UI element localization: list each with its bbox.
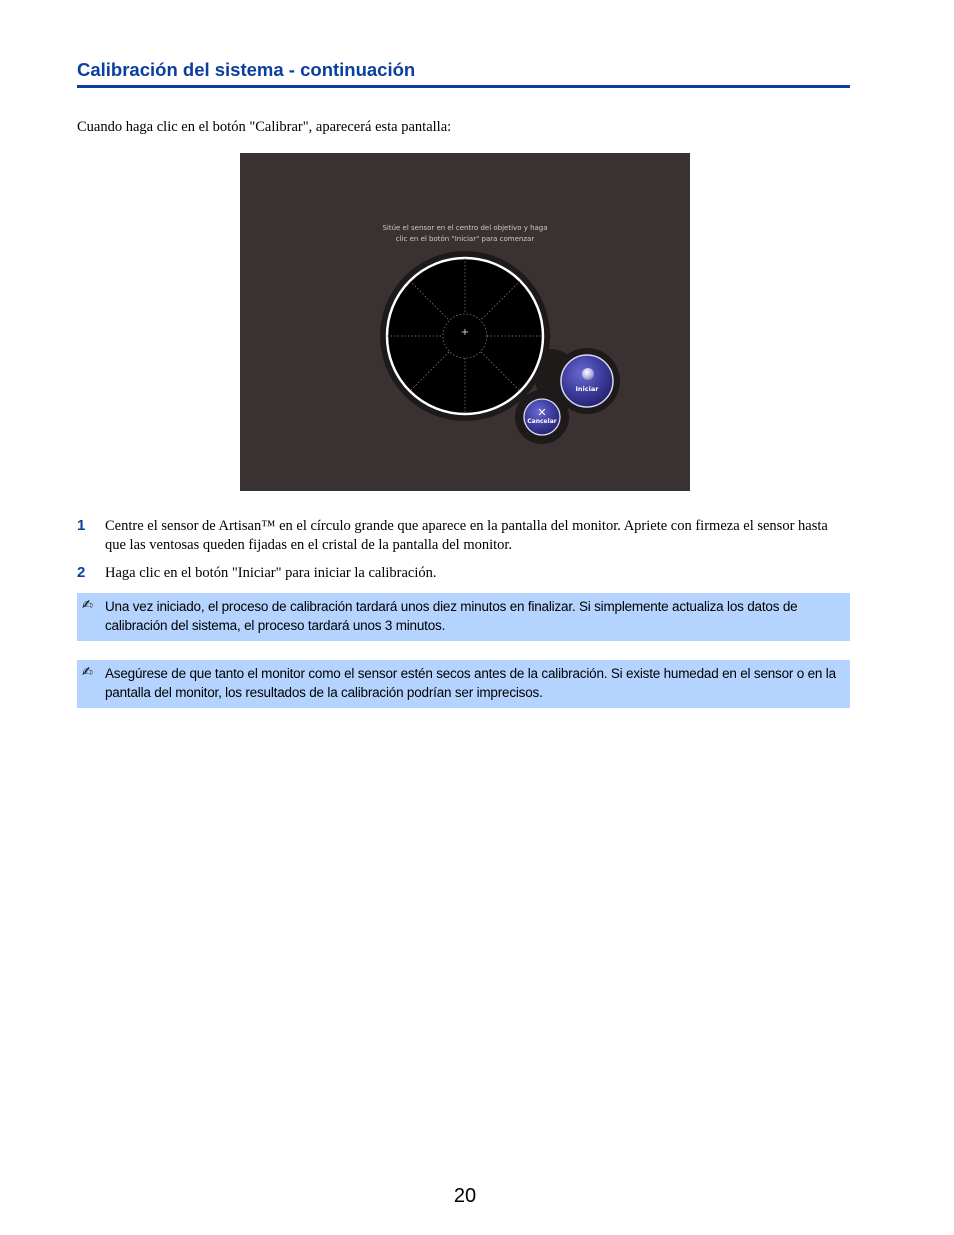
screen-instruction-line2: clic en el botón "Iniciar" para comenzar	[395, 235, 535, 243]
screen-instruction-line1: Sitúe el sensor en el centro del objetivo y haga	[382, 224, 548, 232]
target-center-crosshair: +	[460, 327, 470, 338]
cancel-button-label: Cancelar	[527, 418, 557, 425]
step-number: 2	[77, 564, 86, 581]
page-number: 20	[453, 1185, 477, 1207]
intro-paragraph: Cuando haga clic en el botón "Calibrar", aparecerá esta pantalla:	[77, 119, 452, 135]
step-text: Centre el sensor de Artisan™ en el círculo grande que aparece en la pantalla del monitor. Apriete con firmeza el sensor hasta que las ventosas queden fijadas en el cristal de la pantalla del monitor.	[105, 518, 828, 553]
writing-hand-icon: ✍	[82, 665, 93, 680]
writing-hand-icon: ✍	[82, 598, 93, 613]
note-1	[77, 593, 850, 641]
step-1	[77, 517, 850, 557]
start-button-label: Iniciar	[575, 385, 599, 393]
step-number: 1	[77, 517, 86, 534]
note-text: Asegúrese de que tanto el monitor como el sensor estén secos antes de la calibración. Si existe humedad en el sensor o en la pantalla del monitor, los resultados de la calibración podrían ser imprecisos.	[105, 666, 836, 700]
calibration-graphic	[240, 153, 690, 491]
start-button-graphic	[561, 355, 613, 407]
section-heading	[77, 59, 850, 88]
cancel-icon: ✕	[537, 406, 547, 419]
step-text: Haga clic en el botón "Iniciar" para iniciar la calibración.	[105, 565, 437, 581]
calibration-screenshot	[240, 153, 690, 491]
note-text: Una vez iniciado, el proceso de calibración tardará unos diez minutos en finalizar. Si simplemente actualiza los datos de calibración del sistema, el proceso tardará unos 3 minutos.	[105, 599, 798, 633]
step-2	[77, 564, 850, 584]
note-2	[77, 660, 850, 708]
section-heading-text: Calibración del sistema - continuación	[77, 59, 416, 80]
